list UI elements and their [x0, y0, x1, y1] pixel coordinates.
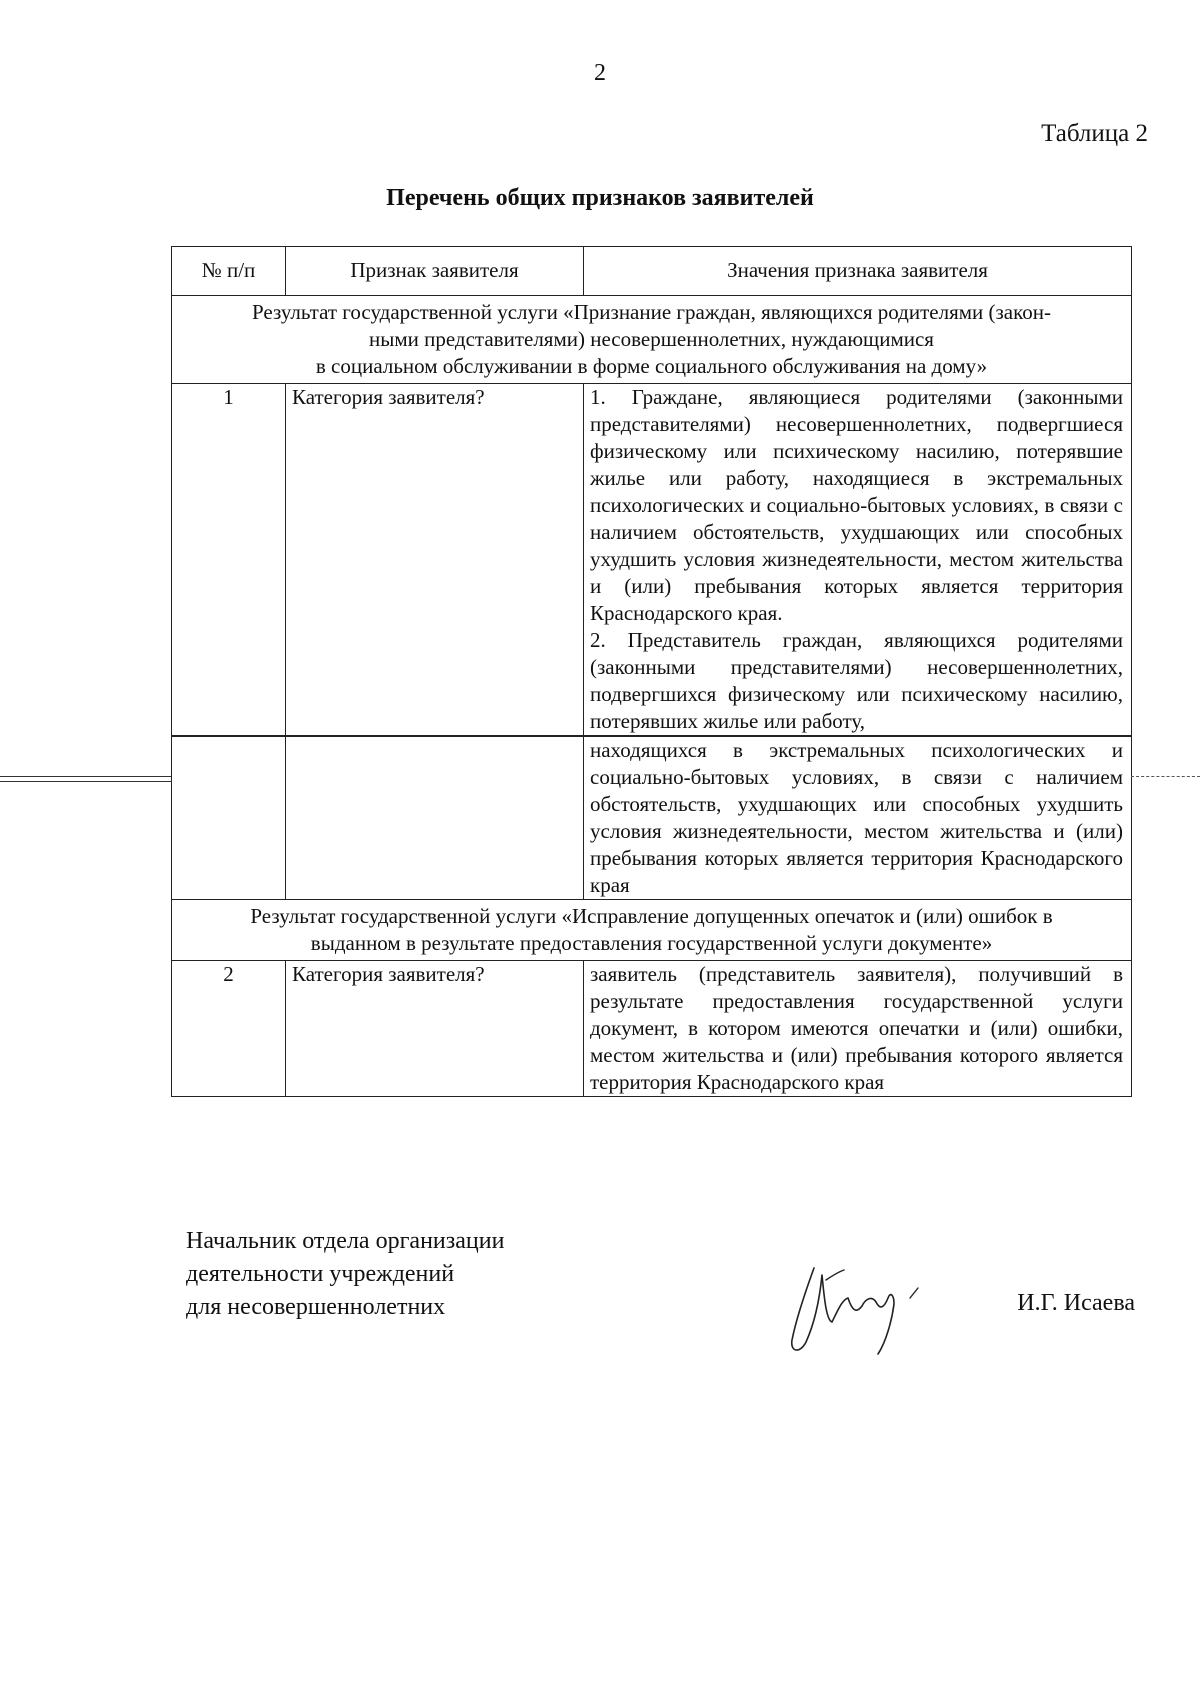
section-row-2 — [172, 900, 1132, 961]
section-2-line-2: выданном в результате предоставления государственной услуги документе» — [310, 931, 993, 955]
row-1-number-continuation — [172, 736, 286, 900]
signatory-name: И.Г. Исаева — [1017, 1290, 1135, 1316]
document-title: Перечень общих признаков заявителей — [386, 185, 814, 211]
row-1-value-part-2: 2. Представитель граждан, являющихся родителями (законными представителями) несовершеннолетних, подвергшихся физическому или психическому насилию, потерявших жилье или работу, — [590, 628, 1123, 733]
header-number: № п/п — [172, 247, 286, 296]
section-2-line-1: Результат государственной услуги «Исправление допущенных опечаток и (или) ошибок в — [250, 904, 1053, 928]
section-title-1 — [172, 296, 1132, 384]
signatory-position-line-1: Начальник отдела организации — [186, 1228, 505, 1254]
section-1-line-3: в социальном обслуживании в форме социального обслуживания на дому» — [315, 354, 988, 378]
row-1-number: 1 — [172, 384, 286, 737]
page-number: 2 — [594, 60, 606, 86]
section-1-line-1: Результат государственной услуги «Признание граждан, являющихся родителями (закон- — [252, 300, 1051, 324]
handwritten-signature — [786, 1250, 926, 1360]
header-value: Значения признака заявителя — [584, 247, 1132, 296]
row-1-value-part-3: находящихся в экстремальных психологических и социально-бытовых условиях, в связи с наличием обстоятельств, ухудшающих или способных ухудшить условия жизнедеятельности, местом жительства и (или) пребывания которых является территория Краснодарского края — [584, 736, 1132, 900]
table-row — [172, 961, 1132, 1097]
row-2-number: 2 — [172, 961, 286, 1097]
row-2-attribute: Категория заявителя? — [286, 961, 584, 1097]
scan-fold-line-left — [0, 776, 171, 782]
signatory-position-line-2: деятельности учреждений — [186, 1261, 455, 1287]
section-1-line-2: ными представителями) несовершеннолетних, нуждающимися — [369, 327, 934, 351]
table-label: Таблица 2 — [1041, 120, 1148, 147]
table-row — [172, 384, 1132, 737]
table-header-row — [172, 247, 1132, 296]
row-2-value: заявитель (представитель заявителя), получивший в результате предоставления государственной услуги документ, в котором имеются опечатки и (или) ошибки, местом жительства и (или) пребывания которого является территория Краснодарского края — [584, 961, 1132, 1097]
row-1-attribute: Категория заявителя? — [286, 384, 584, 737]
applicant-attributes-table — [171, 246, 1132, 1097]
section-title-2 — [172, 900, 1132, 961]
row-1-value — [584, 384, 1132, 737]
scan-fold-line-right — [1131, 776, 1200, 777]
table-row-continuation — [172, 736, 1132, 900]
row-1-attribute-continuation — [286, 736, 584, 900]
header-attribute: Признак заявителя — [286, 247, 584, 296]
section-row-1 — [172, 296, 1132, 384]
row-1-value-part-1: 1. Граждане, являющиеся родителями (законными представителями) несовершеннолетних, подвергшиеся физическому или психическому насилию, потерявшие жилье или работу, находящиеся в экстремальных психологических и социально-бытовых условиях, в связи с наличием обстоятельств, ухудшающих или способных ухудшить условия жизнедеятельности, местом жительства и (или) пребывания которых является территория Краснодарского края. — [590, 385, 1123, 625]
signatory-position-line-3: для несовершеннолетних — [186, 1294, 446, 1320]
